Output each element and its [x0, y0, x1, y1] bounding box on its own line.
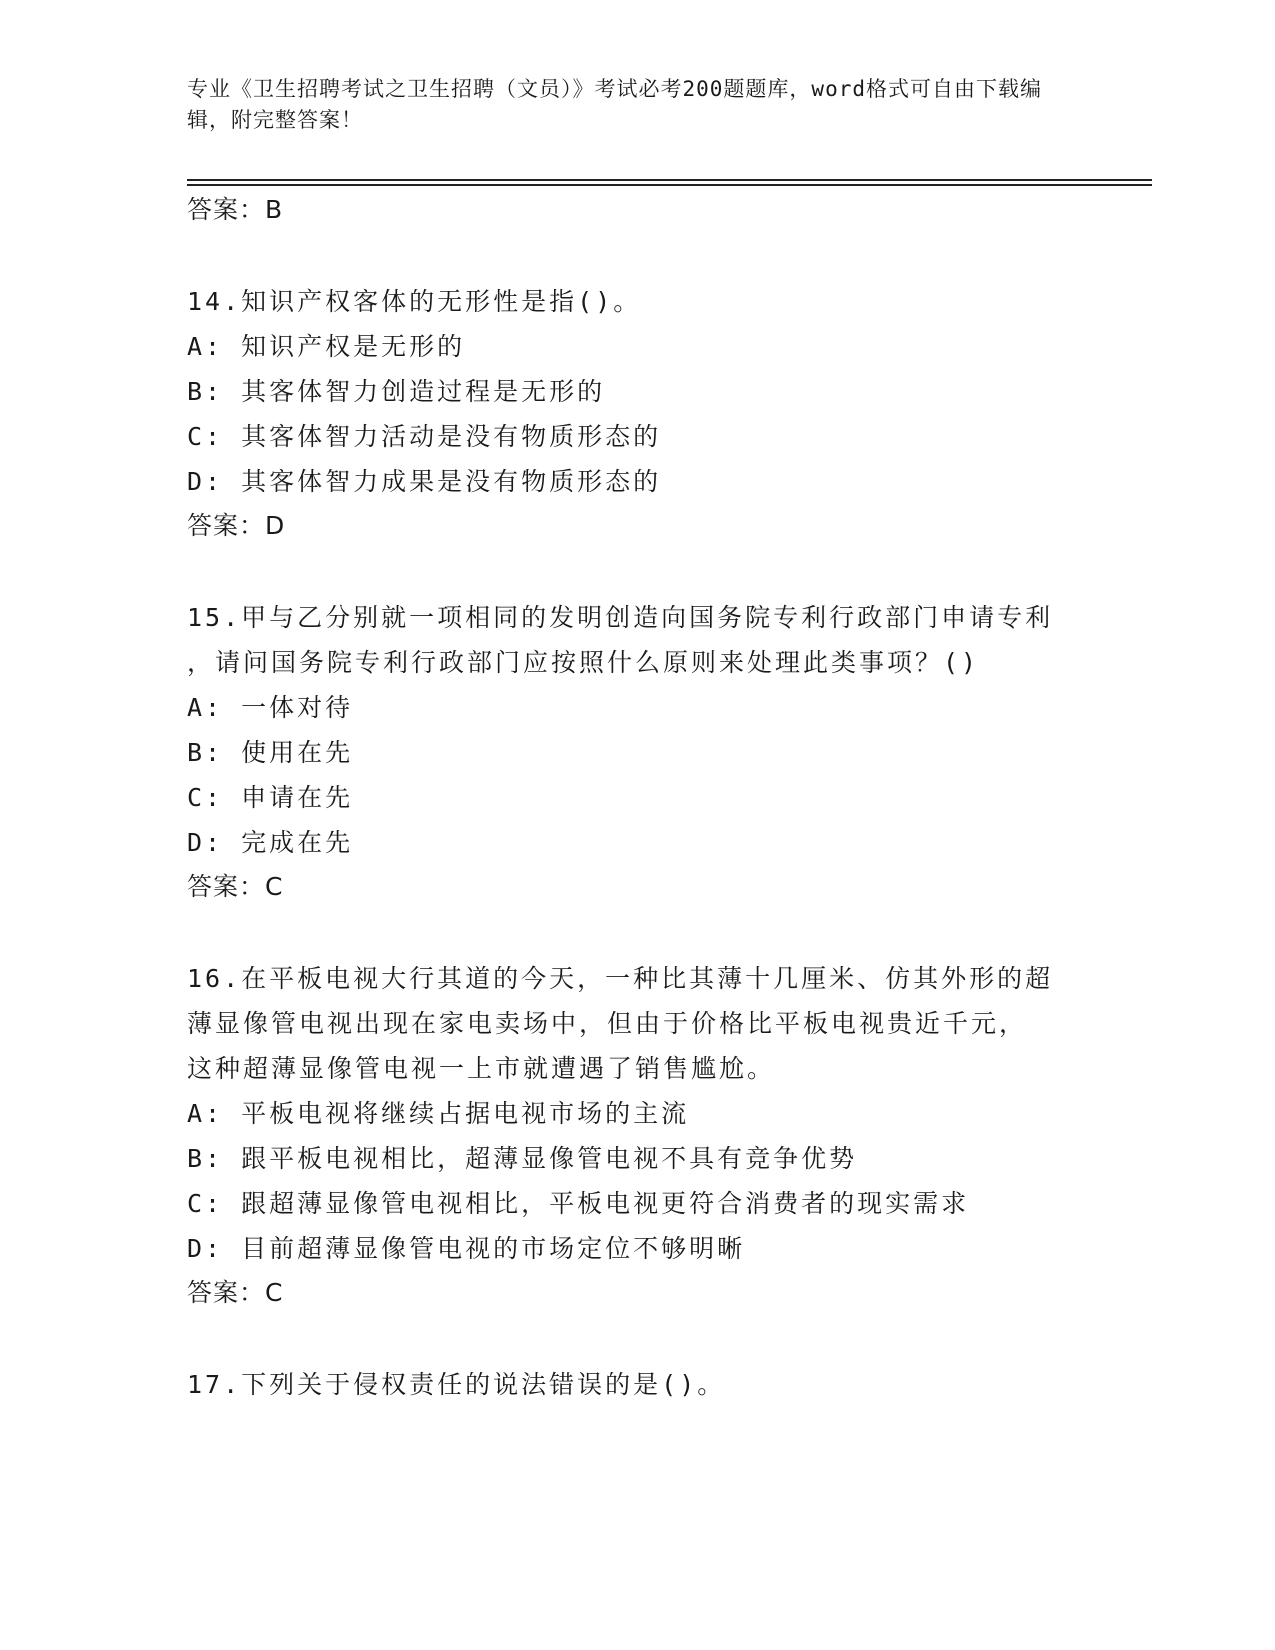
- option-a: A: 知识产权是无形的: [187, 332, 466, 361]
- answer-line: 答案：C: [187, 872, 284, 901]
- question-stem-line: 薄显像管电视出现在家电卖场中，但由于价格比平板电视贵近千元，: [187, 1009, 1028, 1038]
- question-stem-line: 这种超薄显像管电视一上市就遭遇了销售尴尬。: [187, 1054, 776, 1083]
- option-a: A: 平板电视将继续占据电视市场的主流: [187, 1099, 690, 1128]
- question-14: [187, 279, 1087, 548]
- option-a: A: 一体对待: [187, 693, 354, 722]
- option-d: D: 其客体智力成果是没有物质形态的: [187, 467, 662, 496]
- question-17: [187, 1362, 1087, 1407]
- question-stem-line: ，请问国务院专利行政部门应按照什么原则来处理此类事项？(): [187, 648, 980, 677]
- option-b: B: 跟平板电视相比，超薄显像管电视不具有竞争优势: [187, 1144, 858, 1173]
- question-stem: 14.知识产权客体的无形性是指()。: [187, 287, 642, 316]
- option-d: D: 完成在先: [187, 828, 354, 857]
- answer-line: 答案：B: [187, 195, 284, 224]
- question-16: [187, 956, 1087, 1315]
- option-c: C: 其客体智力活动是没有物质形态的: [187, 422, 662, 451]
- question-list: [187, 188, 1087, 1454]
- option-b: B: 其客体智力创造过程是无形的: [187, 377, 606, 406]
- option-d: D: 目前超薄显像管电视的市场定位不够明晰: [187, 1234, 746, 1263]
- document-header: 专业《卫生招聘考试之卫生招聘（文员）》考试必考200题题库，word格式可自由下载编辑，附完整答案！: [187, 77, 1042, 132]
- question-stem-line: 16.在平板电视大行其道的今天，一种比其薄十几厘米、仿其外形的超: [187, 964, 1054, 993]
- option-b: B: 使用在先: [187, 738, 354, 767]
- option-c: C: 跟超薄显像管电视相比，平板电视更符合消费者的现实需求: [187, 1189, 970, 1218]
- question-stem-line: 15.甲与乙分别就一项相同的发明创造向国务院专利行政部门申请专利: [187, 603, 1054, 632]
- header-divider-top: [187, 179, 1152, 181]
- answer-line: 答案：D: [187, 511, 286, 540]
- answer-line: 答案：C: [187, 1278, 284, 1307]
- question-15: [187, 595, 1087, 909]
- header-divider-bottom: [187, 184, 1152, 186]
- question-stem: 17.下列关于侵权责任的说法错误的是()。: [187, 1370, 726, 1399]
- option-c: C: 申请在先: [187, 783, 354, 812]
